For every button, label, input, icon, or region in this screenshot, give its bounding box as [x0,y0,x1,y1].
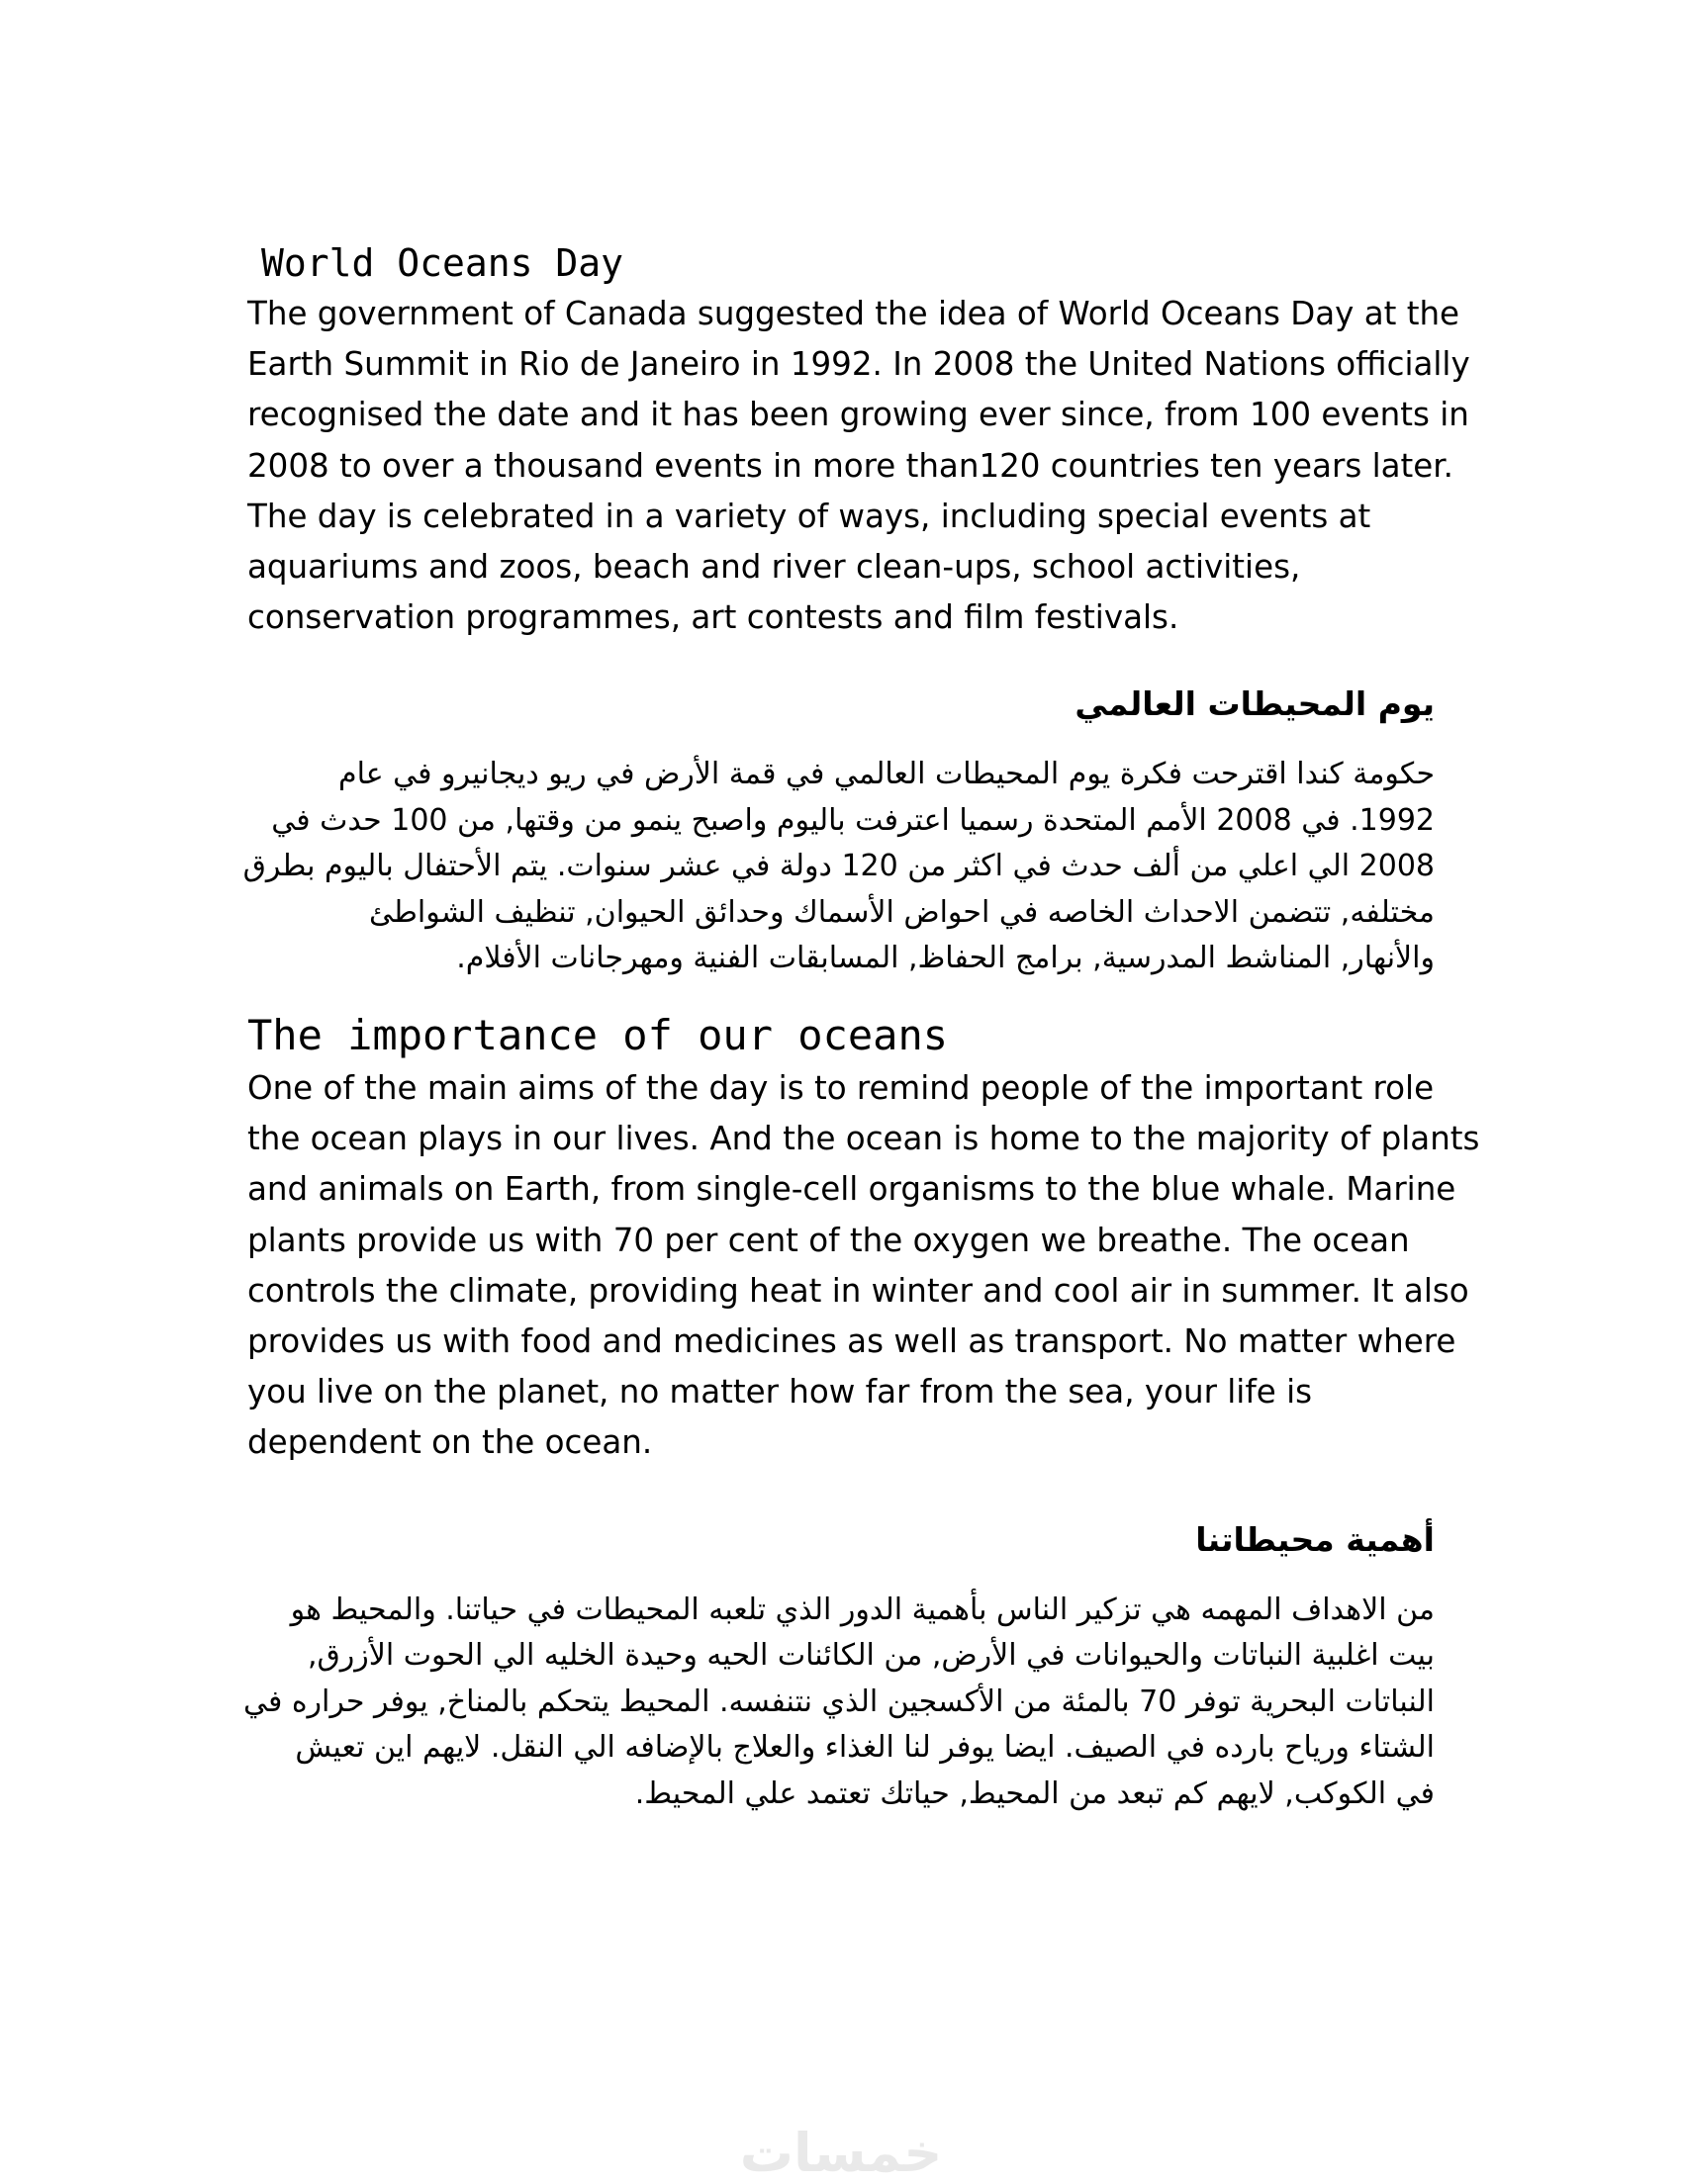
title-world-oceans-day-arabic: يوم المحيطات العالمي [1075,684,1435,724]
paragraph-line: مختلفه, تتضمن الاحداث الخاصه في احواض الأسماك وحدائق الحيوان, تنظيف الشواطئ [369,894,1435,930]
paragraph-importance-of-oceans [247,1063,1480,1469]
paragraph-line: aquariums and zoos, beach and river clean-ups, school activities, [247,548,1301,587]
paragraph-line: conservation programmes, art contests and film festivals. [247,598,1179,637]
paragraph-line: 2008 to over a thousand events in more than120 countries ten years later. [247,446,1453,485]
paragraph-line: حكومة كندا اقترحت فكرة يوم المحيطات العالمي في قمة الأرض في ريو ديجانيرو في عام [338,757,1435,792]
paragraph-line: بيت اغلبية النباتات والحيوانات في الأرض, من الكائنات الحيه وحيدة الخليه الي الحوت الأزرق, [307,1638,1435,1674]
paragraph-line: Earth Summit in Rio de Janeiro in 1992. In 2008 the United Nations officially [247,345,1470,384]
paragraph-line: plants provide us with 70 per cent of the oxygen we breathe. The ocean [247,1221,1410,1259]
paragraph-line: recognised the date and it has been growing ever since, from 100 events in [247,396,1469,434]
paragraph-line: dependent on the ocean. [247,1423,653,1462]
paragraph-line: The day is celebrated in a variety of ways, including special events at [247,497,1371,535]
paragraph-line: and animals on Earth, from single-cell organisms to the blue whale. Marine [247,1170,1456,1209]
paragraph-line: والأنهار, المناشط المدرسية, برامج الحفاظ, المسابقات الفنية ومهرجانات الأفلام. [456,941,1435,976]
paragraph-line: One of the main aims of the day is to remind people of the important role [247,1068,1435,1107]
paragraph-line: الشتاء ورياح بارده في الصيف. ايضا يوفر لنا الغذاء والعلاج بالإضافه الي النقل. لايهم اين تعيش [295,1730,1435,1766]
paragraph-line: The government of Canada suggested the idea of World Oceans Day at the [247,295,1460,332]
paragraph-line: في الكوكب, لايهم كم تبعد من المحيط, حياتك تعتمد علي المحيط. [634,1775,1435,1811]
paragraph-line: 2008 الي اعلي من ألف حدث في اكثر من 120 دولة في عشر سنوات. يتم الأحتفال باليوم بطرق [242,849,1435,884]
paragraph-line: 1992. في 2008 الأمم المتحدة رسميا اعترفت باليوم واصبح ينمو من وقتها, من 100 حدث في [271,802,1435,838]
title-world-oceans-day: World Oceans Day [261,241,624,285]
paragraph-importance-of-oceans-arabic [242,1588,1435,1818]
paragraph-line: provides us with food and medicines as well as transport. No matter where [247,1321,1456,1360]
paragraph-line: النباتات البحرية توفر 70 بالمئة من الأكسجين الذي نتنفسه. المحيط يتحكم بالمناخ, يوفر حراره في [242,1684,1435,1719]
paragraph-line: you live on the planet, no matter how far from the sea, your life is [247,1373,1313,1411]
paragraph-line: من الاهداف المهمه هي تزكير الناس بأهمية الدور الذي تلعبه المحيطات في حياتنا. والمحيط هو [290,1592,1435,1627]
paragraph-line: the ocean plays in our lives. And the ocean is home to the majority of plants [247,1120,1480,1158]
paragraph-world-oceans-day-arabic [242,752,1435,982]
document-content [242,237,1480,1817]
paragraph-world-oceans-day [247,289,1470,643]
watermark-logo: خمسات [739,2122,943,2184]
paragraph-line: controls the climate, providing heat in winter and cool air in summer. It also [247,1271,1469,1310]
title-importance-of-oceans: The importance of our oceans [247,1010,949,1059]
title-importance-of-oceans-arabic: أهمية محيطاتنا [1195,1519,1435,1559]
